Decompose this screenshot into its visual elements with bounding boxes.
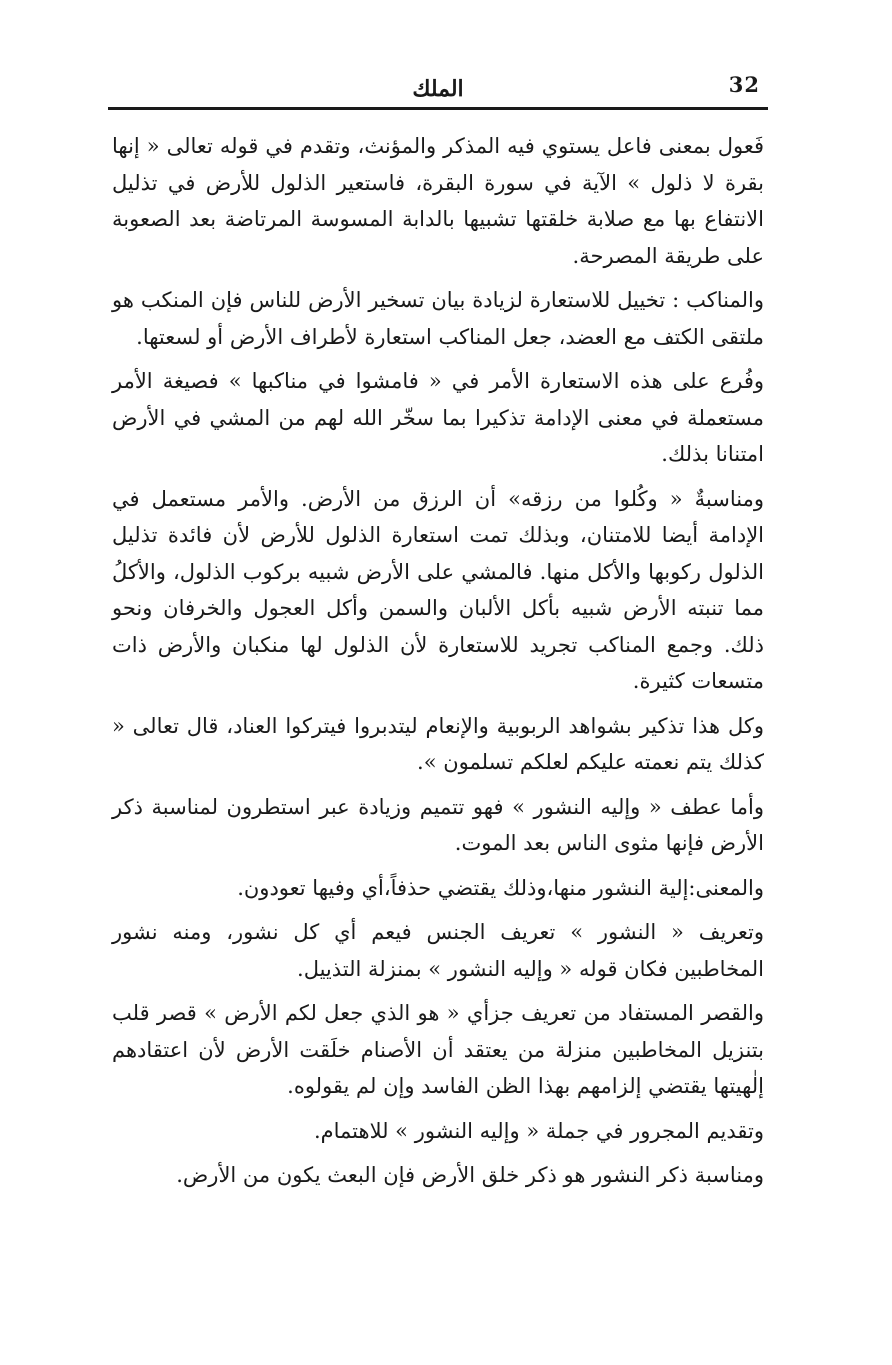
paragraph: وكل هذا تذكير بشواهد الربوبية والإنعام ليتدبروا فيتركوا العناد، قال تعالى « كذلك يتم نعمته عليكم لعلكم تسلمون ». bbox=[112, 713, 764, 774]
paragraph: والمعنى:إلية النشور منها،وذلك يقتضي حذفاً،أي وفيها تعودون. bbox=[237, 875, 764, 900]
page-number: 32 bbox=[728, 72, 760, 97]
paragraph: وتعريف « النشور » تعريف الجنس فيعم أي كل نشور، ومنه نشور المخاطبين فكان قوله « وإليه النشور » بمنزلة التذييل. bbox=[112, 920, 764, 981]
header-rule bbox=[108, 107, 768, 110]
paragraph: وأما عطف « وإليه النشور » فهو تتميم وزيادة عبر استطرون لمناسبة ذكر الأرض فإنها مثوى الناس بعد الموت. bbox=[112, 794, 764, 855]
body-text bbox=[112, 128, 764, 1202]
paragraph: والقصر المستفاد من تعريف جزأي « هو الذي جعل لكم الأرض » قصر قلب بتنزيل المخاطبين منزلة من يعتقد أن الأصنام خلَقت الأرض لأن اعتقادهم إلٰهيتها يقتضي إلزامهم بهذا الظن الفاسد وإن لم يقولوه. bbox=[112, 1001, 764, 1098]
paragraph: فَعول بمعنى فاعل يستوي فيه المذكر والمؤنث، وتقدم في قوله تعالى « إنها بقرة لا ذلول » الآية في سورة البقرة، فاستعير الذلول للأرض في تذليل الانتفاع بها مع صلابة خلقتها تشبيها بالدابة المسوسة المرتاضة بعد الصعوبة على طريقة المصرحة. bbox=[112, 134, 764, 268]
paragraph: ومناسبة ذكر النشور هو ذكر خلق الأرض فإن البعث يكون من الأرض. bbox=[176, 1163, 764, 1187]
chapter-title: الملك bbox=[412, 76, 464, 102]
paragraph: وتقديم المجرور في جملة « وإليه النشور » للاهتمام. bbox=[313, 1118, 764, 1143]
paragraph: ومناسبةٌ « وكُلوا من رزقه» أن الرزق من الأرض. والأمر مستعمل في الإدامة أيضا للامتنان، وبذلك تمت استعارة الذلول للأرض لأن فائدة تذليل الذلول ركوبها والأكل منها. فالمشي على الأرض شبيه بركوب الذلول، والأكلُ مما تنبته الأرض شبيه بأكل الألبان والسمن وأكل العجول والخرفان ونحو ذلك. وجمع المناكب تجريد للاستعارة لأن الذلول لها منكبان والأرض ذات متسعات كثيرة. bbox=[112, 486, 764, 693]
paragraph: والمناكب : تخييل للاستعارة لزيادة بيان تسخير الأرض للناس فإن المنكب هو ملتقى الكتف مع العضد، جعل المناكب استعارة لأطراف الأرض أو لسعتها. bbox=[112, 288, 764, 349]
paragraph: وفُرع على هذه الاستعارة الأمر في « فامشوا في مناكبها » فصيغة الأمر مستعملة في معنى الإدامة تذكيرا بما سخّر الله لهم من المشي في الأرض امتنانا بذلك. bbox=[112, 369, 764, 466]
running-head bbox=[108, 62, 768, 102]
